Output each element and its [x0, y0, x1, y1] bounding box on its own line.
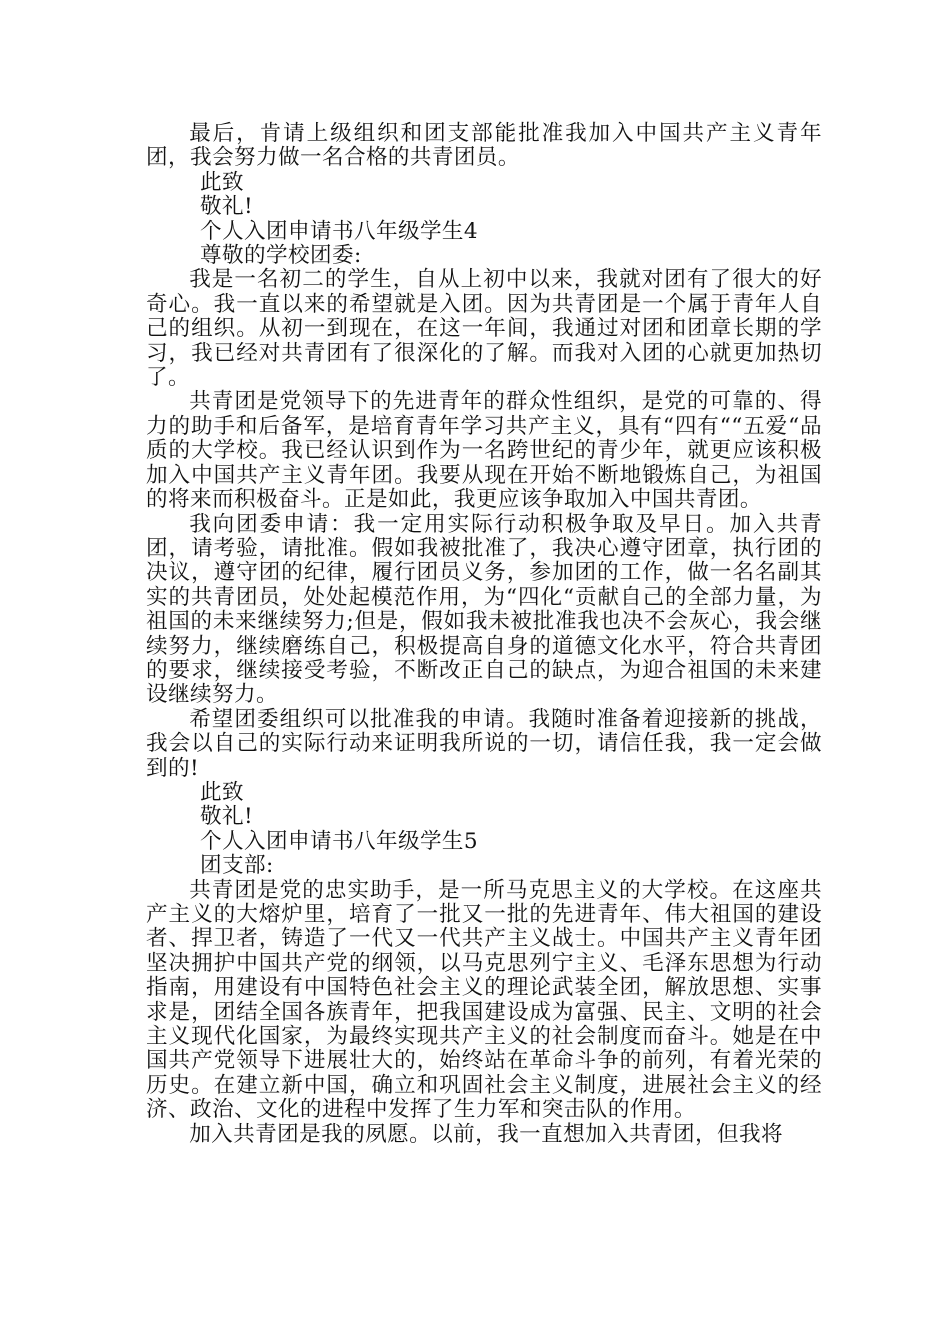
section-title: 个人入团申请书八年级学生4 — [200, 218, 479, 244]
body-paragraph: 共青团是党的忠实助手，是一所马克思主义的大学校。在这座共产主义的大熔炉里，培育了一批又一批的先进青年、伟大祖国的建设者、捍卫者，铸造了一代又一代共产主义战士。中国共产主义青年团坚决拥护中国共产党的纲领，以马克思列宁主义、毛泽东思想为行动指南，用建设有中国特色社会主义的理论武装全团，解放思想、实事求是，团结全国各族青年，把我国建设成为富强、民主、文明的社会主义现代化国家，为最终实现共产主义的社会制度而奋斗。她是在中国共产党领导下进展壮大的，始终站在革命斗争的前列，有着光荣的历史。在建立新中国，确立和巩固社会主义制度，进展社会主义的经济、政治、文化的进程中发挥了生力军和突击队的作用。 — [146, 877, 822, 1123]
salutation: 此致 — [200, 779, 244, 805]
regards: 敬礼! — [200, 194, 254, 220]
regards: 敬礼! — [200, 804, 254, 830]
body-paragraph: 共青团是党领导下的先进青年的群众性组织，是党的可靠的、得力的助手和后备军，是培育青年学习共产主义，具有“四有““五爱“品质的大学校。我已经认识到作为一名跨世纪的青少年，就更应该积极加入中国共产主义青年团。我要从现在开始不断地锻炼自己，为祖国的将来而积极奋斗。正是如此，我更应该争取加入中国共青团。 — [146, 389, 822, 513]
salutation: 此致 — [200, 169, 244, 195]
document-page — [146, 122, 822, 1147]
greeting: 团支部: — [200, 853, 274, 879]
body-paragraph: 希望团委组织可以批准我的申请。我随时准备着迎接新的挑战，我会以自己的实际行动来证明我所说的一切，请信任我，我一定会做到的! — [146, 706, 822, 781]
body-paragraph: 我是一名初二的学生，自从上初中以来，我就对团有了很大的好奇心。我一直以来的希望就是入团。因为共青团是一个属于青年人自己的组织。从初一到现在，在这一年间，我通过对团和团章长期的学习，我已经对共青团有了很深化的了解。而我对入团的心就更加热切了。 — [146, 267, 822, 391]
closing-paragraph: 最后，肯请上级组织和团支部能批准我加入中国共产主义青年团，我会努力做一名合格的共青团员。 — [146, 121, 822, 171]
section-title: 个人入团申请书八年级学生5 — [200, 828, 479, 854]
body-paragraph: 我向团委申请：我一定用实际行动积极争取及早日。加入共青团，请考验，请批准。假如我被批准了，我决心遵守团章，执行团的决议，遵守团的纪律，履行团员义务，参加团的工作，做一名名副其实的共青团员，处处起模范作用，为“四化“贡献自己的全部力量，为祖国的未来继续努力;但是，假如我未被批准我也决不会灰心，我会继续努力，继续磨练自己，积极提高自身的道德文化水平，符合共青团的要求，继续接受考验，不断改正自己的缺点，为迎合祖国的未来建设继续努力。 — [146, 511, 822, 708]
body-paragraph: 加入共青团是我的夙愿。以前，我一直想加入共青团，但我将 — [189, 1121, 784, 1147]
greeting: 尊敬的学校团委: — [200, 243, 362, 269]
